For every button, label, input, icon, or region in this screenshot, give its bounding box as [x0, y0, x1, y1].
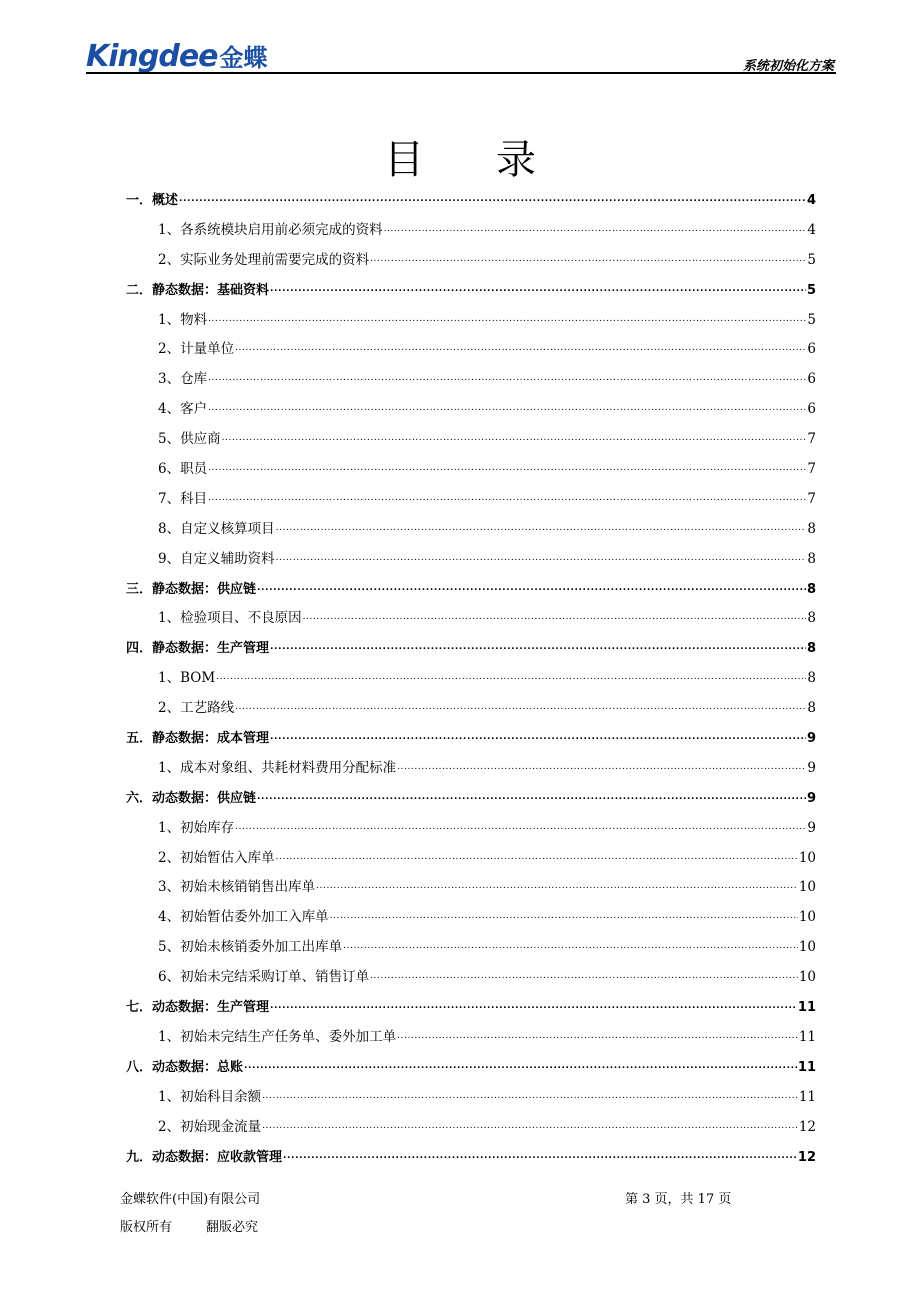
toc-section-entry[interactable] — [126, 455, 816, 485]
toc-entry-page: 5 — [807, 251, 816, 268]
footer-company: 金蝶软件(中国)有限公司 — [120, 1192, 261, 1207]
toc-chapter-entry[interactable] — [126, 186, 816, 216]
toc-dot-leader — [222, 433, 807, 443]
toc-dot-leader — [370, 971, 798, 981]
toc-entry-page: 10 — [798, 969, 816, 986]
table-of-contents — [126, 186, 816, 1172]
toc-dot-leader — [257, 583, 806, 593]
toc-entry-label: 4、初始暂估委外加工入库单 — [158, 909, 329, 926]
toc-dot-leader — [397, 762, 806, 772]
toc-section-entry[interactable] — [126, 1113, 816, 1143]
toc-entry-page: 5 — [807, 311, 816, 328]
toc-dot-leader — [303, 612, 807, 622]
toc-dot-leader — [330, 911, 798, 921]
toc-chapter-entry[interactable] — [126, 575, 816, 605]
toc-dot-leader — [208, 314, 806, 324]
toc-section-entry[interactable] — [126, 694, 816, 724]
toc-entry-label: 1、初始库存 — [158, 819, 235, 836]
toc-dot-leader — [276, 852, 798, 862]
toc-entry-label: 2、实际业务处理前需要完成的资料 — [158, 251, 370, 268]
toc-chapter-entry[interactable] — [126, 276, 816, 306]
toc-entry-label: 三．静态数据：供应链 — [126, 581, 257, 597]
toc-chapter-entry[interactable] — [126, 784, 816, 814]
toc-entry-page: 4 — [806, 193, 816, 208]
toc-entry-page: 11 — [798, 1028, 816, 1045]
toc-section-entry[interactable] — [126, 545, 816, 575]
toc-chapter-entry[interactable] — [126, 1143, 816, 1173]
page-header — [86, 36, 836, 78]
toc-dot-leader — [384, 224, 807, 234]
toc-entry-label: 3、仓库 — [158, 371, 208, 388]
toc-title: 目录 — [384, 137, 608, 183]
toc-entry-page: 11 — [798, 1088, 816, 1105]
toc-entry-page: 7 — [807, 490, 816, 507]
toc-entry-page: 12 — [797, 1149, 816, 1165]
toc-entry-page: 10 — [798, 879, 816, 896]
toc-entry-label: 六．动态数据：供应链 — [126, 790, 257, 806]
toc-entry-page: 6 — [807, 371, 816, 388]
kingdee-logo — [86, 38, 268, 74]
toc-dot-leader — [397, 1031, 798, 1041]
toc-entry-label: 1、物料 — [158, 311, 208, 328]
toc-entry-page: 10 — [798, 849, 816, 866]
toc-entry-label: 8、自定义核算项目 — [158, 520, 275, 537]
footer-copyright — [120, 1216, 258, 1235]
toc-entry-page: 9 — [806, 731, 816, 747]
toc-dot-leader — [262, 1091, 798, 1101]
toc-entry-label: 5、初始未核销委外加工出库单 — [158, 939, 343, 956]
toc-dot-leader — [283, 1151, 797, 1161]
toc-entry-page: 10 — [798, 939, 816, 956]
toc-entry-label: 1、BOM — [158, 670, 216, 687]
toc-section-entry[interactable] — [126, 335, 816, 365]
toc-dot-leader — [179, 194, 806, 204]
toc-entry-page: 7 — [807, 431, 816, 448]
toc-entry-label: 5、供应商 — [158, 431, 221, 448]
toc-entry-page: 9 — [806, 790, 816, 806]
toc-entry-label: 1、成本对象组、共耗材料费用分配标准 — [158, 759, 397, 776]
toc-section-entry[interactable] — [126, 754, 816, 784]
toc-entry-page: 9 — [807, 819, 816, 836]
toc-dot-leader — [208, 403, 806, 413]
toc-dot-leader — [270, 284, 806, 294]
toc-entry-label: 九．动态数据：应收款管理 — [126, 1149, 283, 1165]
toc-dot-leader — [262, 1121, 798, 1131]
toc-entry-label: 2、初始现金流量 — [158, 1118, 262, 1135]
toc-section-entry[interactable] — [126, 903, 816, 933]
toc-entry-label: 2、工艺路线 — [158, 700, 235, 717]
toc-chapter-entry[interactable] — [126, 724, 816, 754]
toc-entry-page: 9 — [807, 759, 816, 776]
toc-entry-page: 8 — [806, 641, 816, 657]
toc-entry-label: 1、检验项目、不良原因 — [158, 610, 302, 627]
logo-chinese-text: 金蝶 — [219, 44, 268, 72]
toc-dot-leader — [208, 463, 806, 473]
toc-entry-label: 2、计量单位 — [158, 341, 235, 358]
no-reproduction-text: 翻版必究 — [206, 1220, 259, 1235]
toc-chapter-entry[interactable] — [126, 1053, 816, 1083]
toc-entry-page: 5 — [806, 282, 816, 298]
toc-entry-label: 1、初始未完结生产任务单、委外加工单 — [158, 1028, 397, 1045]
toc-entry-label: 八．动态数据：总账 — [126, 1059, 244, 1075]
footer-page-number: 第 3 页，共 17 页 — [625, 1192, 732, 1207]
toc-dot-leader — [244, 1061, 797, 1071]
toc-entry-page: 6 — [807, 341, 816, 358]
toc-entry-label: 4、客户 — [158, 401, 208, 418]
toc-chapter-entry[interactable] — [126, 993, 816, 1023]
toc-dot-leader — [343, 941, 798, 951]
toc-entry-label: 3、初始未核销销售出库单 — [158, 879, 316, 896]
toc-entry-page: 8 — [807, 520, 816, 537]
toc-entry-label: 二．静态数据：基础资料 — [126, 282, 270, 298]
toc-entry-page: 12 — [798, 1118, 816, 1135]
toc-section-entry[interactable] — [126, 604, 816, 634]
toc-dot-leader — [235, 702, 806, 712]
toc-entry-label: 2、初始暂估入库单 — [158, 849, 275, 866]
toc-entry-label: 1、各系统模块启用前必须完成的资料 — [158, 221, 383, 238]
toc-entry-label: 四．静态数据：生产管理 — [126, 641, 270, 657]
toc-entry-page: 4 — [807, 221, 816, 238]
logo-latin-text: Kingdee — [86, 39, 218, 74]
toc-section-entry[interactable] — [126, 1083, 816, 1113]
toc-entry-page: 11 — [797, 1059, 816, 1075]
toc-dot-leader — [235, 822, 806, 832]
toc-entry-label: 9、自定义辅助资料 — [158, 550, 275, 567]
toc-section-entry[interactable] — [126, 963, 816, 993]
toc-section-entry[interactable] — [126, 515, 816, 545]
toc-entry-page: 7 — [807, 461, 816, 478]
toc-entry-page: 11 — [797, 1000, 816, 1016]
toc-section-entry[interactable] — [126, 1023, 816, 1053]
toc-dot-leader — [270, 732, 806, 742]
toc-entry-label: 6、职员 — [158, 461, 208, 478]
toc-dot-leader — [276, 553, 807, 563]
copyright-text: 版权所有 — [120, 1220, 173, 1235]
toc-dot-leader — [370, 254, 806, 264]
header-divider — [86, 72, 836, 74]
toc-section-entry[interactable] — [126, 246, 816, 276]
toc-section-entry[interactable] — [126, 365, 816, 395]
toc-section-entry[interactable] — [126, 844, 816, 874]
toc-dot-leader — [257, 792, 806, 802]
toc-entry-label: 6、初始未完结采购订单、销售订单 — [158, 969, 370, 986]
toc-dot-leader — [208, 373, 806, 383]
toc-section-entry[interactable] — [126, 485, 816, 515]
toc-dot-leader — [276, 523, 807, 533]
toc-dot-leader — [216, 672, 806, 682]
toc-section-entry[interactable] — [126, 425, 816, 455]
toc-entry-page: 8 — [807, 550, 816, 567]
toc-section-entry[interactable] — [126, 814, 816, 844]
toc-entry-page: 8 — [806, 581, 816, 597]
toc-section-entry[interactable] — [126, 664, 816, 694]
document-name: 系统初始化方案 — [742, 59, 834, 74]
toc-entry-page: 10 — [798, 909, 816, 926]
toc-entry-label: 1、初始科目余额 — [158, 1088, 262, 1105]
toc-entry-page: 8 — [807, 670, 816, 687]
toc-section-entry[interactable] — [126, 306, 816, 336]
toc-entry-page: 6 — [807, 401, 816, 418]
toc-entry-label: 五．静态数据：成本管理 — [126, 731, 270, 747]
toc-section-entry[interactable] — [126, 933, 816, 963]
toc-entry-page: 8 — [807, 700, 816, 717]
toc-dot-leader — [235, 343, 806, 353]
toc-chapter-entry[interactable] — [126, 634, 816, 664]
toc-section-entry[interactable] — [126, 395, 816, 425]
toc-section-entry[interactable] — [126, 216, 816, 246]
toc-entry-label: 七．动态数据：生产管理 — [126, 1000, 270, 1016]
toc-entry-label: 一．概述 — [126, 193, 179, 208]
toc-dot-leader — [208, 493, 806, 503]
toc-entry-page: 8 — [807, 610, 816, 627]
toc-entry-label: 7、科目 — [158, 490, 208, 507]
toc-dot-leader — [316, 881, 798, 891]
toc-dot-leader — [270, 1001, 797, 1011]
toc-section-entry[interactable] — [126, 873, 816, 903]
toc-dot-leader — [270, 642, 806, 652]
